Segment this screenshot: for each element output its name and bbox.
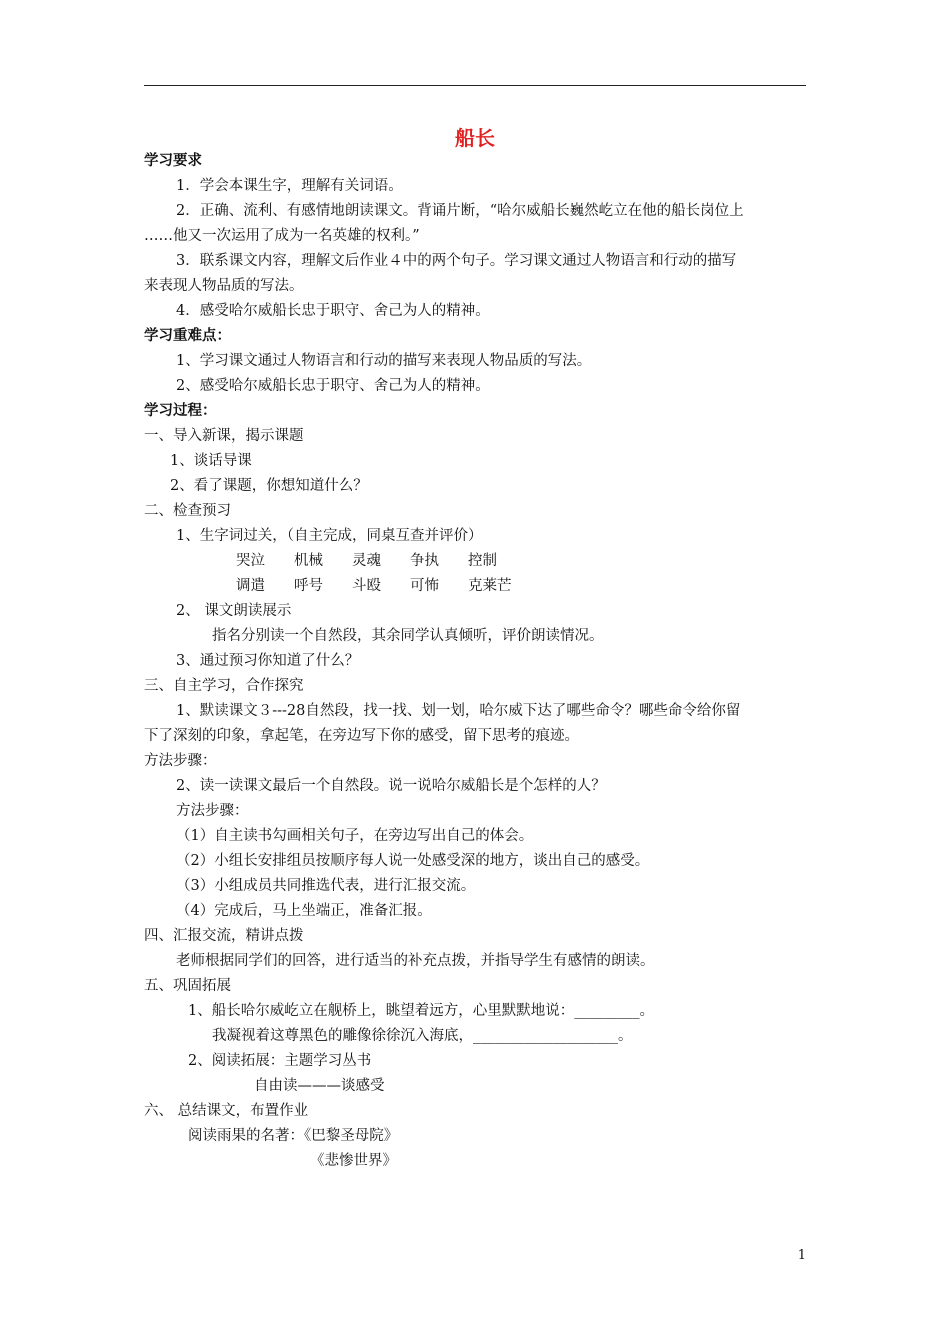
process-detail: 我凝视着这尊黑色的雕像徐徐沉入海底，____________________。	[212, 1028, 633, 1044]
vocabulary-word: 克莱芒	[468, 578, 512, 594]
method-step: （2）小组长安排组员按顺序每人说一处感受深的地方，谈出自己的感受。	[176, 853, 650, 869]
method-step: （4）完成后，马上坐端正，准备汇报。	[176, 903, 432, 919]
vocabulary-word: 机械	[294, 553, 323, 569]
section-heading-key-points: 学习重难点：	[144, 328, 231, 344]
requirement-item-continued: 来表现人物品质的写法。	[144, 278, 304, 294]
vocabulary-word: 可怖	[410, 578, 439, 594]
vocabulary-word: 哭泣	[236, 553, 265, 569]
process-substep: 2、读一读课文最后一个自然段。说一说哈尔威船长是个怎样的人？	[176, 778, 606, 794]
process-detail: 《悲惨世界》	[310, 1153, 397, 1169]
vocabulary-word: 控制	[468, 553, 497, 569]
process-substep: 1、默读课文３---28自然段，找一找、划一划，哈尔威下达了哪些命令？哪些命令给你留	[176, 703, 741, 719]
process-substep: 2、阅读拓展：主题学习丛书	[188, 1053, 372, 1069]
process-substep: 1、谈话导课	[170, 453, 252, 469]
document-title: 船长	[455, 126, 495, 150]
process-substep: 1、船长哈尔威屹立在舰桥上，眺望着远方，心里默默地说：_________。	[188, 1003, 654, 1019]
process-substep: 3、通过预习你知道了什么？	[176, 653, 360, 669]
vocabulary-word: 呼号	[294, 578, 323, 594]
method-steps-label: 方法步骤：	[176, 803, 249, 819]
vocabulary-row	[236, 552, 526, 570]
process-step-heading: 六、 总结课文，布置作业	[144, 1103, 309, 1119]
requirement-item-continued: ……他又一次运用了成为一名英雄的权利。”	[144, 228, 420, 244]
requirement-item: 3．联系课文内容，理解文后作业４中的两个句子。学习课文通过人物语言和行动的描写	[176, 253, 737, 269]
process-substep-continued: 下了深刻的印象，拿起笔，在旁边写下你的感受，留下思考的痕迹。	[144, 728, 579, 744]
process-detail: 阅读雨果的名著：《巴黎圣母院》	[188, 1128, 399, 1144]
requirement-item: 1．学会本课生字，理解有关词语。	[176, 178, 403, 194]
process-step-heading: 二、检查预习	[144, 503, 231, 519]
vocabulary-word: 调遣	[236, 578, 265, 594]
section-heading-requirements: 学习要求	[144, 153, 202, 169]
process-substep: 2、看了课题，你想知道什么？	[170, 478, 368, 494]
key-point-item: 1、学习课文通过人物语言和行动的描写来表现人物品质的写法。	[176, 353, 592, 369]
process-detail: 老师根据同学们的回答，进行适当的补充点拨，并指导学生有感情的朗读。	[176, 953, 655, 969]
method-step: （1）自主读书勾画相关句子，在旁边写出自己的体会。	[176, 828, 534, 844]
method-step: （3）小组成员共同推选代表，进行汇报交流。	[176, 878, 476, 894]
vocabulary-word: 争执	[410, 553, 439, 569]
vocabulary-row	[236, 577, 526, 595]
requirement-item: 4．感受哈尔威船长忠于职守、舍己为人的精神。	[176, 303, 490, 319]
process-detail: 自由读———谈感受	[254, 1078, 385, 1094]
header-rule	[144, 85, 806, 86]
process-substep: 2、 课文朗读展示	[176, 603, 292, 619]
requirement-item: 2．正确、流利、有感情地朗读课文。背诵片断，“哈尔威船长巍然屹立在他的船长岗位上	[176, 203, 744, 219]
process-step-heading: 三、自主学习，合作探究	[144, 678, 304, 694]
process-step-heading: 五、巩固拓展	[144, 978, 231, 994]
process-step-heading: 一、导入新课，揭示课题	[144, 428, 304, 444]
method-steps-label: 方法步骤：	[144, 753, 217, 769]
vocabulary-word: 灵魂	[352, 553, 381, 569]
process-substep: 1、生字词过关，（自主完成，同桌互查并评价）	[176, 528, 483, 544]
page-number: 1	[797, 1248, 806, 1263]
process-detail: 指名分别读一个自然段，其余同学认真倾听，评价朗读情况。	[212, 628, 604, 644]
vocabulary-word: 斗殴	[352, 578, 381, 594]
key-point-item: 2、感受哈尔威船长忠于职守、舍己为人的精神。	[176, 378, 490, 394]
section-heading-process: 学习过程：	[144, 403, 217, 419]
process-step-heading: 四、汇报交流，精讲点拨	[144, 928, 304, 944]
